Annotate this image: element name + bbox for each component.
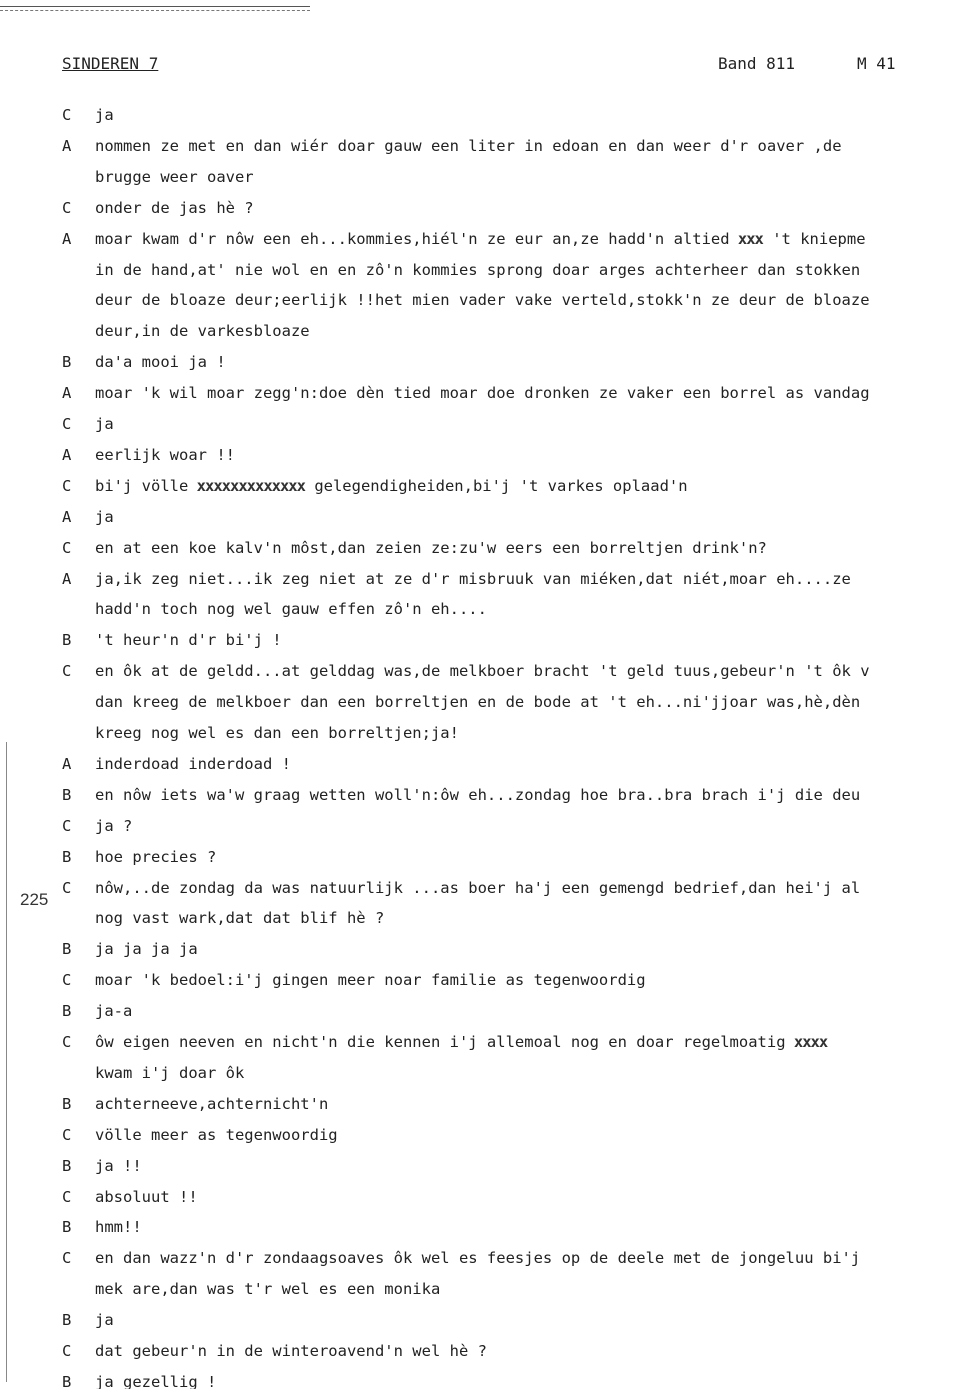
transcript-line — [0, 1064, 973, 1088]
speaker-label: B — [62, 785, 72, 804]
utterance-main: en at een koe kalv'n môst,dan zeien ze:zu'w eers een borreltjen drink'n? — [95, 538, 767, 557]
transcript-line — [0, 1311, 973, 1335]
transcript-line — [0, 415, 973, 439]
utterance-main: dat gebeur'n in de winteroavend'n wel hè ? — [95, 1342, 487, 1360]
utterance-main: kreeg nog wel es dan een borreltjen;ja! — [95, 724, 459, 742]
utterance-main: bi'j völle — [95, 476, 189, 495]
utterance-main: ja-a — [95, 1002, 133, 1021]
utterance-main: ja !! — [95, 1156, 142, 1175]
transcript-line — [0, 137, 973, 161]
utterance-text — [95, 1002, 132, 1020]
transcript-line — [0, 848, 973, 872]
utterance-text — [95, 1095, 328, 1113]
utterance-text — [95, 940, 198, 958]
speaker-label: C — [62, 106, 72, 124]
struck-out-text: xxxxxxxxxxxxx — [188, 476, 305, 495]
utterance-main: brugge weer oaver — [95, 167, 254, 186]
utterance-text — [95, 477, 688, 495]
transcript-line — [0, 755, 973, 779]
transcript-line — [0, 199, 973, 223]
speaker-label: C — [62, 1033, 72, 1051]
transcript-line — [0, 384, 973, 408]
transcript-line — [0, 106, 973, 130]
speaker-label: A — [62, 569, 72, 588]
utterance-main: da'a mooi ja ! — [95, 353, 226, 372]
utterance-main: nog vast wark,dat dat blif hè ? — [95, 909, 385, 928]
speaker-label: A — [62, 384, 72, 403]
speaker-label: B — [62, 1311, 72, 1330]
utterance-main: en ôk at de geldd...at gelddag was,de melkboer bracht 't geld tuus,gebeur'n 't ôk v — [95, 662, 870, 681]
transcript-line — [0, 1218, 973, 1242]
speaker-label: C — [62, 662, 72, 681]
utterance-text — [95, 508, 114, 526]
transcript-line — [0, 909, 973, 933]
utterance-text — [95, 879, 860, 897]
utterance-main: kwam i'j doar ôk — [95, 1063, 245, 1082]
speaker-label: C — [62, 1187, 72, 1206]
struck-out-text: xxxx — [785, 1033, 828, 1051]
transcript-line — [0, 261, 973, 285]
transcript-line — [0, 817, 973, 841]
m-number: M 41 — [857, 54, 896, 73]
utterance-main: moar 'k wil moar zegg'n:doe dèn tied moar doe dronken ze vaker een borrel as vandag — [95, 384, 870, 403]
speaker-label: B — [62, 1372, 72, 1389]
transcript-line — [0, 724, 973, 748]
utterance-text — [95, 1311, 114, 1329]
transcript-line — [0, 291, 973, 315]
transcript-line — [0, 1157, 973, 1181]
speaker-label: B — [62, 353, 72, 372]
transcript-line — [0, 353, 973, 377]
utterance-text — [95, 570, 851, 588]
transcript-line — [0, 168, 973, 192]
utterance-text — [95, 755, 291, 773]
speaker-label: B — [62, 1156, 72, 1175]
utterance-main: ja — [95, 1311, 114, 1330]
utterance-text — [95, 1342, 487, 1360]
speaker-label: B — [62, 1218, 72, 1237]
utterance-main: inderdoad inderdoad ! — [95, 754, 291, 773]
utterance-text — [95, 353, 226, 371]
page-title: SINDEREN 7 — [62, 54, 159, 73]
utterance-main: en dan wazz'n d'r zondaagsoaves ôk wel es feesjes op de deele met de jongeluu bi'j — [95, 1249, 861, 1268]
speaker-label: A — [62, 136, 72, 155]
speaker-label: A — [62, 507, 72, 526]
transcript-line — [0, 1002, 973, 1026]
utterance-main: nôw,..de zondag da was natuurlijk ...as boer ha'j een gemengd bedrief,dan hei'j al — [95, 878, 861, 897]
utterance-main: ja,ik zeg niet...ik zeg niet at ze d'r misbruuk van miéken,dat niét,moar eh....ze — [95, 569, 851, 588]
utterance-main: ja ? — [95, 816, 133, 835]
transcript-line — [0, 230, 973, 254]
utterance-text — [95, 1126, 338, 1144]
speaker-label: C — [62, 816, 72, 835]
utterance-text — [95, 971, 646, 989]
transcript-line — [0, 1280, 973, 1304]
transcript-line — [0, 446, 973, 470]
speaker-label: C — [62, 1125, 72, 1144]
struck-out-text: xxx — [729, 229, 763, 248]
utterance-text — [95, 446, 235, 464]
utterance-main: ja — [95, 507, 114, 526]
utterance-after: 't kniepme — [762, 229, 866, 248]
speaker-label: C — [62, 198, 72, 217]
utterance-text — [95, 817, 132, 835]
utterance-text — [95, 848, 216, 866]
utterance-main: völle meer as tegenwoordig — [95, 1125, 338, 1144]
transcript-line — [0, 1188, 973, 1212]
utterance-text — [95, 1280, 440, 1298]
transcript-line — [0, 1342, 973, 1366]
speaker-label: C — [62, 538, 72, 557]
utterance-main: deur de bloaze deur;eerlijk !!het mien vader vake verteld,stokk'n ze deur de bloaze — [95, 291, 870, 310]
utterance-main: ja — [95, 415, 114, 433]
utterance-text — [95, 1157, 142, 1175]
utterance-main: ja — [95, 106, 114, 124]
speaker-label: C — [62, 878, 72, 897]
speaker-label: C — [62, 1249, 72, 1268]
transcript-line — [0, 631, 973, 655]
transcript-line — [0, 1126, 973, 1150]
utterance-main: achterneeve,achternicht'n — [95, 1094, 329, 1113]
speaker-label: C — [62, 415, 72, 433]
speaker-label: C — [62, 971, 72, 990]
utterance-main: moar kwam d'r nôw een eh...kommies,hiél'n ze eur an,ze hadd'n altied — [95, 229, 730, 248]
utterance-text — [95, 1249, 860, 1267]
utterance-text — [95, 137, 842, 155]
utterance-main: ja gezellig ! — [95, 1372, 217, 1389]
utterance-main: absoluut !! — [95, 1187, 198, 1206]
utterance-text — [95, 724, 459, 742]
transcript-line — [0, 539, 973, 563]
utterance-main: ôw eigen neeven en nicht'n die kennen i'j allemoal nog en doar regelmoatig — [95, 1033, 786, 1051]
speaker-label: B — [62, 1094, 72, 1113]
transcript-line — [0, 693, 973, 717]
utterance-text — [95, 786, 860, 804]
utterance-text — [95, 1218, 142, 1236]
transcript-line — [0, 971, 973, 995]
speaker-label: B — [62, 847, 72, 866]
margin-number: 225 — [20, 890, 49, 909]
utterance-main: hadd'n toch nog wel gauw effen zô'n eh.... — [95, 600, 487, 619]
utterance-main: mek are,dan was t'r wel es een monika — [95, 1280, 441, 1299]
transcript-line — [0, 1373, 973, 1389]
utterance-text — [95, 261, 860, 279]
utterance-text — [95, 1188, 198, 1206]
utterance-text — [95, 291, 870, 309]
speaker-label: B — [62, 940, 72, 959]
transcript-line — [0, 600, 973, 624]
utterance-text — [95, 230, 866, 248]
utterance-text — [95, 199, 254, 217]
utterance-main: ja ja ja ja — [95, 940, 198, 959]
utterance-text — [95, 693, 860, 711]
speaker-label: C — [62, 476, 72, 495]
utterance-text — [95, 909, 384, 927]
speaker-label: B — [62, 631, 72, 650]
utterance-main: moar 'k bedoel:i'j gingen meer noar familie as tegenwoordig — [95, 971, 646, 990]
utterance-text — [95, 322, 310, 340]
utterance-after: gelegendigheiden,bi'j 't varkes oplaad'n — [304, 476, 688, 495]
transcript-line — [0, 1033, 973, 1057]
transcript-line — [0, 879, 973, 903]
utterance-text — [95, 415, 114, 433]
utterance-main: en nôw iets wa'w graag wetten woll'n:ôw eh...zondag hoe bra..bra brach i'j die deu — [95, 785, 861, 804]
utterance-text — [95, 600, 487, 618]
utterance-main: onder de jas hè ? — [95, 198, 254, 217]
transcript-line — [0, 1095, 973, 1119]
transcript-line — [0, 662, 973, 686]
transcript-line — [0, 570, 973, 594]
speaker-label: A — [62, 445, 72, 464]
utterance-text — [95, 1064, 244, 1082]
utterance-text — [95, 539, 767, 557]
utterance-text — [95, 106, 114, 124]
utterance-text — [95, 1033, 827, 1051]
utterance-text — [95, 662, 870, 680]
speaker-label: C — [62, 1342, 72, 1360]
utterance-main: deur,in de varkesbloaze — [95, 322, 310, 341]
utterance-main: 't heur'n d'r bi'j ! — [95, 631, 282, 650]
band-number: Band 811 — [718, 54, 796, 73]
utterance-main: hmm!! — [95, 1218, 142, 1237]
utterance-main: hoe precies ? — [95, 847, 217, 866]
transcript-line — [0, 940, 973, 964]
transcript-line — [0, 786, 973, 810]
utterance-text — [95, 168, 254, 186]
utterance-main: nommen ze met en dan wiér doar gauw een liter in edoan en dan weer d'r oaver ,de — [95, 136, 842, 155]
transcript-line — [0, 508, 973, 532]
speaker-label: B — [62, 1002, 72, 1021]
utterance-main: dan kreeg de melkboer dan een borreltjen en de bode at 't eh...ni'jjoar was,hè,dèn — [95, 693, 861, 712]
utterance-main: eerlijk woar !! — [95, 445, 235, 464]
utterance-text — [95, 384, 870, 402]
speaker-label: A — [62, 754, 72, 773]
utterance-text — [95, 631, 282, 649]
speaker-label: A — [62, 229, 72, 248]
transcript-line — [0, 477, 973, 501]
transcript-line — [0, 322, 973, 346]
utterance-text — [95, 1373, 216, 1389]
transcript-line — [0, 1249, 973, 1273]
utterance-main: in de hand,at' nie wol en en zô'n kommies sprong doar arges achterheer dan stokken — [95, 260, 861, 279]
